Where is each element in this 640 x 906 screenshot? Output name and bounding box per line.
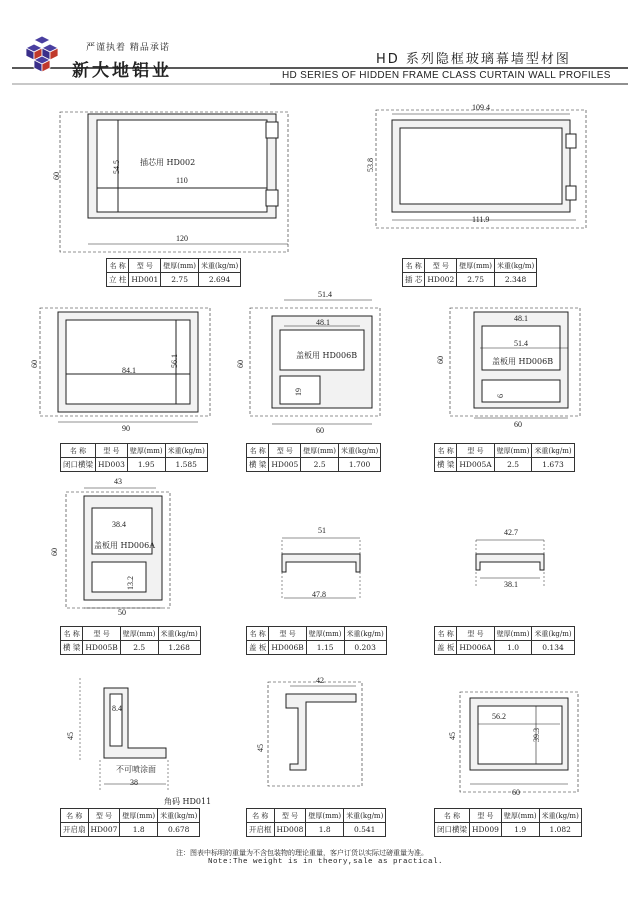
cell-wall: 1.8	[120, 823, 158, 837]
col-name: 名 称	[61, 809, 89, 823]
cell-model: HD002	[425, 273, 457, 287]
dim-label: 60	[316, 426, 324, 435]
spec-table-hd006a	[434, 626, 575, 655]
col-name: 名 称	[61, 627, 83, 641]
dim-label: 56.2	[492, 712, 506, 721]
spec-table-hd008	[246, 808, 386, 837]
dim-label: 60	[236, 360, 245, 368]
spec-table-hd007	[60, 808, 200, 837]
col-name: 名 称	[435, 444, 457, 458]
col-model: 型 号	[83, 627, 120, 641]
col-weight: 米重(kg/m)	[158, 627, 200, 641]
cell-weight: 2.694	[199, 273, 241, 287]
col-model: 型 号	[129, 259, 161, 273]
footnote-en: Note:The weight is in theory,sale as practical.	[208, 858, 444, 866]
spec-table-hd006b	[246, 626, 387, 655]
dim-label: 13.2	[126, 576, 135, 590]
cell-weight: 0.678	[158, 823, 200, 837]
cell-model: HD009	[470, 823, 502, 837]
dim-label: 60	[52, 172, 61, 180]
cell-wall: 1.8	[306, 823, 344, 837]
col-model: 型 号	[470, 809, 502, 823]
profile-hd001-shape	[60, 112, 288, 252]
dim-label: 60	[514, 420, 522, 429]
dim-label: 90	[122, 424, 130, 433]
dim-label: 111.9	[472, 215, 490, 224]
cell-name: 立 柱	[107, 273, 129, 287]
col-weight: 米重(kg/m)	[199, 259, 241, 273]
page-title-cn: HD 系列隐框玻璃幕墙型材图	[376, 52, 571, 67]
dim-label: 110	[176, 176, 188, 185]
cell-name: 横 梁	[61, 641, 83, 655]
col-wall: 壁厚(mm)	[301, 444, 339, 458]
col-weight: 米重(kg/m)	[344, 627, 386, 641]
dim-label: 60	[50, 548, 59, 556]
col-model: 型 号	[269, 627, 306, 641]
dim-label: 60	[436, 356, 445, 364]
cell-wall: 2.75	[161, 273, 199, 287]
dim-label: 53.8	[366, 158, 375, 172]
spec-table-hd003	[60, 443, 208, 472]
dim-label: 45	[256, 744, 265, 752]
col-model: 型 号	[274, 809, 306, 823]
profile-note: 盖板用 HD006B	[492, 357, 554, 366]
cell-wall: 1.15	[306, 641, 344, 655]
dim-label: 109.4	[472, 103, 490, 112]
cell-model: HD003	[96, 458, 128, 472]
col-model: 型 号	[457, 627, 494, 641]
dim-label: 48.1	[514, 314, 528, 323]
col-model: 型 号	[425, 259, 457, 273]
brand-slogan: 严谨执着 精品承诺	[86, 43, 170, 53]
col-name: 名 称	[247, 627, 269, 641]
page-title-en: HD SERIES OF HIDDEN FRAME CLASS CURTAIN WALL PROFILES	[282, 70, 611, 81]
cell-model: HD006B	[269, 641, 306, 655]
footnote-cn: 注：图表中标明的重量为不含包装物的理论重量，客户订货以实际过磅重量为准。	[176, 849, 428, 857]
cell-model: HD007	[88, 823, 120, 837]
col-name: 名 称	[435, 627, 457, 641]
col-weight: 米重(kg/m)	[539, 809, 581, 823]
col-model: 型 号	[269, 444, 301, 458]
profile-hd008-shape	[268, 682, 362, 786]
cell-name: 闭口横梁	[435, 823, 470, 837]
col-wall: 壁厚(mm)	[127, 444, 165, 458]
cell-weight: 0.134	[532, 641, 574, 655]
profile-note: 盖板用 HD006B	[296, 351, 358, 360]
spec-table-hd005a	[434, 443, 575, 472]
profile-hd009-shape	[460, 692, 578, 792]
cell-wall: 1.95	[127, 458, 165, 472]
spec-table-hd002	[402, 258, 537, 287]
dim-label: 6	[496, 394, 505, 398]
dim-label: 47.8	[312, 590, 326, 599]
cell-name: 开启框	[247, 823, 275, 837]
cell-name: 横 梁	[435, 458, 457, 472]
dim-label: 43	[114, 477, 122, 486]
col-wall: 壁厚(mm)	[494, 444, 532, 458]
cell-weight: 1.268	[158, 641, 200, 655]
dim-label: 38.1	[504, 580, 518, 589]
profile-hd005-shape	[250, 300, 380, 424]
cell-name: 盖 板	[435, 641, 457, 655]
col-name: 名 称	[247, 809, 275, 823]
dim-label: 51.4	[318, 290, 332, 299]
dim-label: 84.1	[122, 366, 136, 375]
col-weight: 米重(kg/m)	[165, 444, 207, 458]
col-wall: 壁厚(mm)	[494, 627, 532, 641]
cell-name: 盖 板	[247, 641, 269, 655]
dim-label: 54.5	[112, 160, 121, 174]
cell-wall: 2.5	[120, 641, 158, 655]
col-wall: 壁厚(mm)	[120, 809, 158, 823]
cell-model: HD005	[269, 458, 301, 472]
spec-table-hd009	[434, 808, 582, 837]
cell-weight: 0.203	[344, 641, 386, 655]
col-weight: 米重(kg/m)	[532, 444, 574, 458]
col-name: 名 称	[61, 444, 96, 458]
cell-wall: 1.9	[501, 823, 539, 837]
col-model: 型 号	[88, 809, 120, 823]
cell-wall: 2.5	[494, 458, 532, 472]
spec-table-hd005b	[60, 626, 201, 655]
profile-note: 插芯用 HD002	[140, 158, 196, 167]
dim-label: 120	[176, 234, 188, 243]
cell-model: HD005A	[457, 458, 494, 472]
cell-weight: 2.348	[495, 273, 537, 287]
col-wall: 壁厚(mm)	[306, 627, 344, 641]
col-weight: 米重(kg/m)	[344, 809, 386, 823]
profile-note: 不可喷涂面	[116, 765, 156, 774]
dim-label: 50	[118, 608, 126, 617]
cell-weight: 1.082	[539, 823, 581, 837]
col-weight: 米重(kg/m)	[339, 444, 381, 458]
dim-label: 56.1	[170, 354, 179, 368]
dim-label: 60	[512, 788, 520, 797]
dim-label: 45	[448, 732, 457, 740]
profile-hd002-shape	[376, 110, 586, 228]
cell-model: HD005B	[83, 641, 120, 655]
col-weight: 米重(kg/m)	[158, 809, 200, 823]
cell-name: 横 梁	[247, 458, 269, 472]
dim-label: 42	[316, 676, 324, 685]
dim-label: 45	[66, 732, 75, 740]
dim-label: 48.1	[316, 318, 330, 327]
brand-name: 新大地铝业	[72, 61, 172, 81]
company-logo-icon	[26, 36, 58, 72]
cell-name: 插 芯	[403, 273, 425, 287]
dim-label: 51	[318, 526, 326, 535]
dim-label: 60	[30, 360, 39, 368]
cell-wall: 2.5	[301, 458, 339, 472]
dim-label: 19	[294, 388, 303, 396]
profile-note: 盖板用 HD006A	[94, 541, 155, 550]
col-wall: 壁厚(mm)	[120, 627, 158, 641]
profile-hd003-shape	[40, 308, 210, 422]
cell-model: HD006A	[457, 641, 494, 655]
dim-label: 51.4	[514, 339, 528, 348]
cell-wall: 2.75	[457, 273, 495, 287]
col-name: 名 称	[403, 259, 425, 273]
col-name: 名 称	[435, 809, 470, 823]
cell-weight: 1.673	[532, 458, 574, 472]
cell-model: HD008	[274, 823, 306, 837]
cell-model: HD001	[129, 273, 161, 287]
cell-weight: 1.700	[339, 458, 381, 472]
cell-weight: 1.585	[165, 458, 207, 472]
cell-weight: 0.541	[344, 823, 386, 837]
col-weight: 米重(kg/m)	[495, 259, 537, 273]
col-wall: 壁厚(mm)	[501, 809, 539, 823]
dim-label: 42.7	[504, 528, 518, 537]
cell-wall: 1.0	[494, 641, 532, 655]
spec-table-hd001	[106, 258, 241, 287]
cell-name: 闭口横梁	[61, 458, 96, 472]
col-wall: 壁厚(mm)	[306, 809, 344, 823]
dim-label: 8.4	[112, 704, 122, 713]
col-weight: 米重(kg/m)	[532, 627, 574, 641]
dim-label: 38.4	[112, 520, 126, 529]
col-name: 名 称	[247, 444, 269, 458]
dim-label: 39.3	[532, 728, 541, 742]
col-wall: 壁厚(mm)	[161, 259, 199, 273]
col-model: 型 号	[96, 444, 128, 458]
col-name: 名 称	[107, 259, 129, 273]
col-wall: 壁厚(mm)	[457, 259, 495, 273]
spec-table-hd005	[246, 443, 381, 472]
cell-name: 开启扇	[61, 823, 89, 837]
dim-label: 38	[130, 778, 138, 787]
corner-note: 角码 HD011	[164, 797, 212, 806]
col-model: 型 号	[457, 444, 494, 458]
